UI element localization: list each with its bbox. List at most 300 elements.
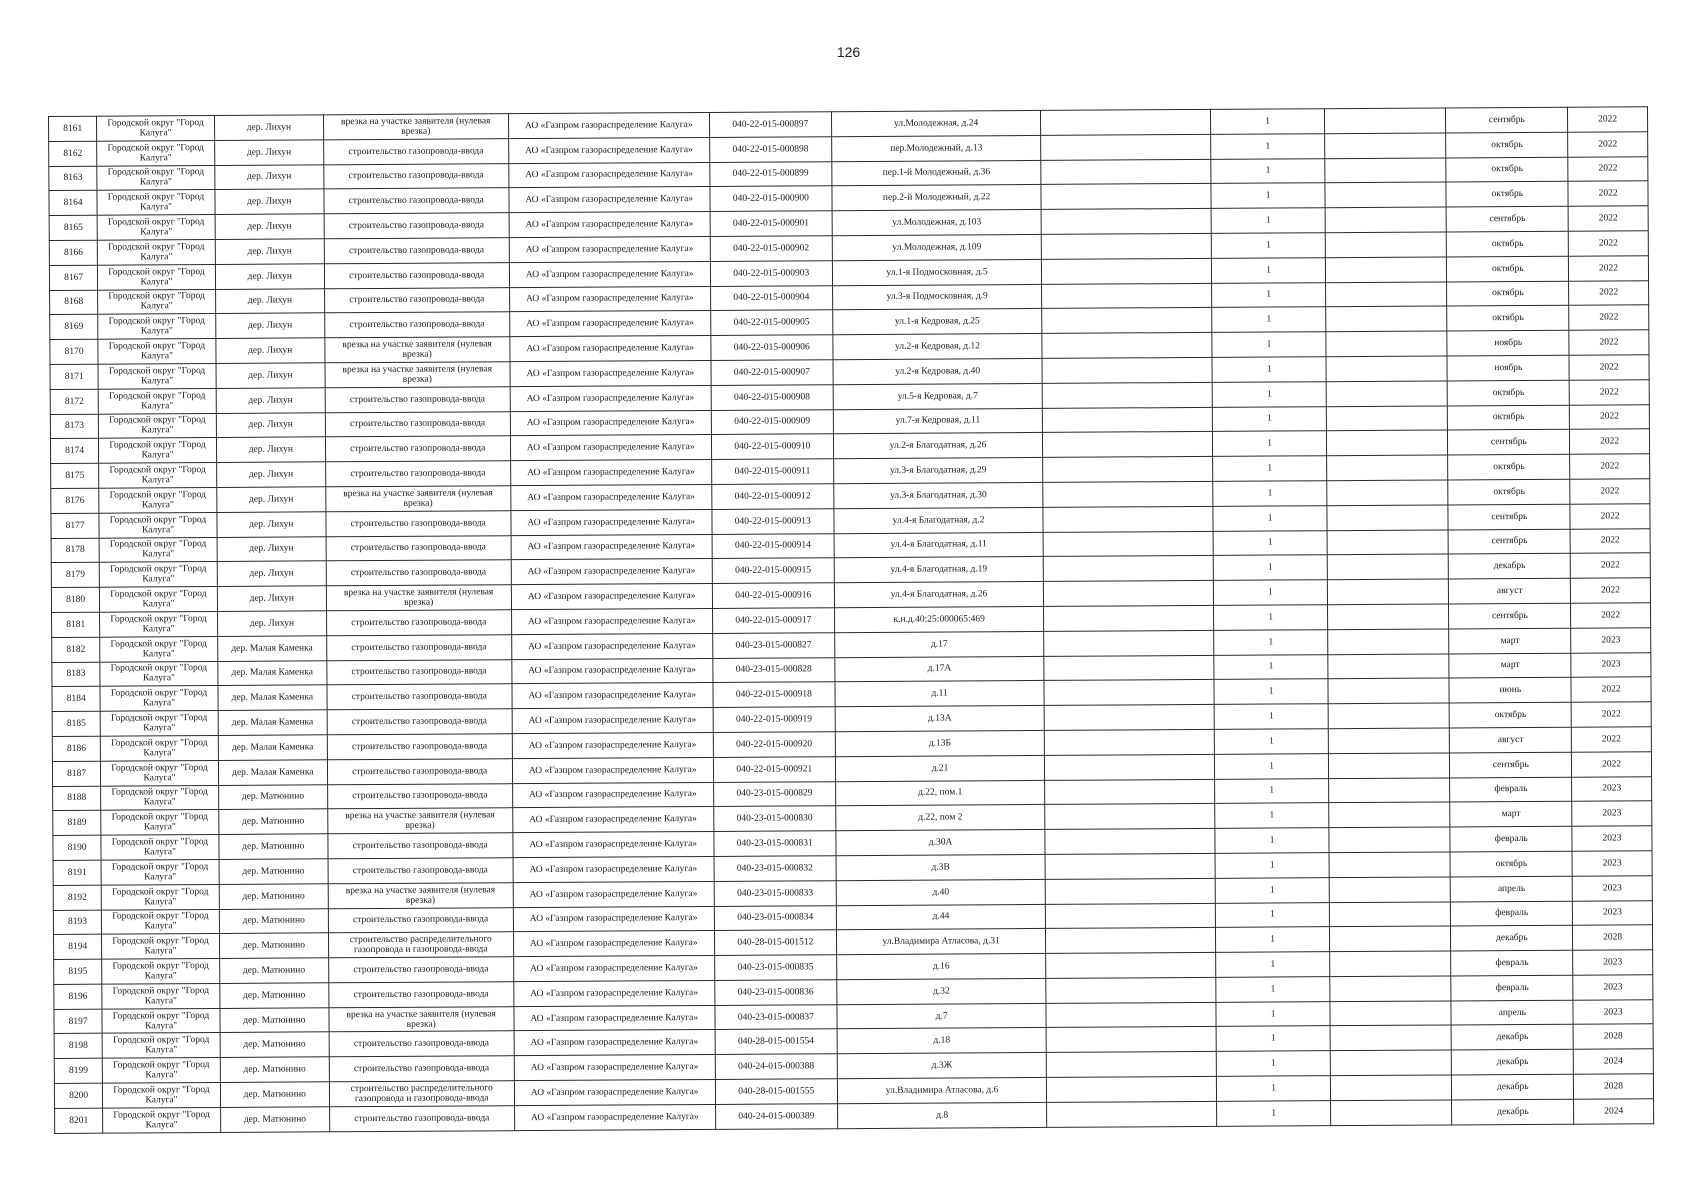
empty-cell	[1042, 308, 1212, 334]
work-type-cell: строительство газопровода-ввода	[327, 634, 512, 660]
district-cell: Городской округ "Город Калуга"	[97, 140, 215, 166]
work-type-cell: строительство газопровода-ввода	[325, 436, 510, 462]
quantity-cell: 1	[1215, 778, 1328, 803]
organization-cell: АО «Газпром газораспределение Калуга»	[512, 807, 714, 833]
address-cell: д.22, пом 2	[835, 805, 1045, 831]
village-cell: дер. Матюнино	[220, 983, 329, 1008]
empty-cell	[1324, 108, 1446, 134]
code-cell: 040-23-015-000837	[715, 1004, 837, 1030]
district-cell: Городской округ "Город Калуга"	[101, 785, 219, 811]
work-type-cell: строительство газопровода-ввода	[327, 734, 512, 760]
work-type-cell: строительство газопровода-ввода	[327, 684, 512, 710]
year-cell: 2024	[1574, 1099, 1654, 1124]
code-cell: 040-24-015-000388	[715, 1054, 837, 1080]
work-type-cell: врезка на участке заявителя (нулевая врезка)	[329, 1006, 514, 1032]
work-type-cell: врезка на участке заявителя (нулевая врезка)	[326, 585, 511, 611]
row-number: 8193	[53, 910, 101, 935]
quantity-cell: 1	[1212, 282, 1325, 307]
empty-cell	[1044, 556, 1214, 582]
empty-cell	[1047, 1076, 1217, 1102]
empty-cell	[1046, 928, 1216, 954]
row-number: 8195	[54, 959, 102, 984]
organization-cell: АО «Газпром газораспределение Калуга»	[509, 311, 711, 337]
row-number: 8200	[54, 1083, 102, 1108]
empty-cell	[1043, 432, 1213, 458]
month-cell: сентябрь	[1450, 752, 1572, 778]
village-cell: дер. Лихун	[215, 239, 324, 264]
district-cell: Городской округ "Город Калуга"	[98, 314, 216, 340]
address-cell: д.40	[836, 879, 1046, 905]
code-cell: 040-22-015-000913	[712, 508, 834, 534]
code-cell: 040-23-015-000831	[714, 831, 836, 857]
organization-cell: АО «Газпром газораспределение Калуга»	[509, 212, 711, 238]
month-cell: октябрь	[1448, 454, 1570, 480]
quantity-cell: 1	[1216, 927, 1329, 952]
empty-cell	[1327, 554, 1449, 580]
quantity-cell: 1	[1214, 555, 1327, 580]
organization-cell: АО «Газпром газораспределение Калуга»	[512, 732, 714, 758]
code-cell: 040-22-015-000903	[710, 260, 832, 286]
code-cell: 040-22-015-000918	[713, 682, 835, 708]
row-number: 8174	[50, 439, 98, 464]
empty-cell	[1325, 282, 1447, 308]
empty-cell	[1044, 581, 1214, 607]
quantity-cell: 1	[1215, 753, 1328, 778]
year-cell: 2023	[1571, 627, 1651, 652]
code-cell: 040-23-015-000830	[714, 806, 836, 832]
year-cell: 2022	[1568, 206, 1648, 231]
quantity-cell: 1	[1217, 1051, 1330, 1076]
village-cell: дер. Матюнино	[219, 908, 328, 933]
code-cell: 040-22-015-000899	[710, 161, 832, 187]
address-cell: д.17А	[834, 656, 1044, 682]
row-number: 8166	[49, 240, 97, 265]
address-cell: ул.2-я Кедровая, д.40	[833, 358, 1043, 384]
district-cell: Городской округ "Город Калуга"	[101, 859, 219, 885]
code-cell: 040-22-015-000908	[711, 384, 833, 410]
empty-cell	[1042, 233, 1212, 259]
month-cell: сентябрь	[1449, 603, 1571, 629]
empty-cell	[1330, 976, 1452, 1002]
quantity-cell: 1	[1215, 729, 1328, 754]
year-cell: 2028	[1574, 1074, 1654, 1099]
quantity-cell: 1	[1216, 902, 1329, 927]
gas-connection-table	[48, 106, 1654, 1133]
empty-cell	[1327, 529, 1449, 555]
village-cell: дер. Матюнино	[220, 1107, 329, 1132]
work-type-cell: врезка на участке заявителя (нулевая врезка)	[325, 362, 510, 388]
code-cell: 040-24-015-000389	[716, 1104, 838, 1130]
month-cell: октябрь	[1446, 182, 1568, 208]
district-cell: Городской округ "Город Калуга"	[98, 289, 216, 315]
organization-cell: АО «Газпром газораспределение Калуга»	[513, 881, 715, 907]
village-cell: дер. Лихун	[215, 189, 324, 214]
district-cell: Городской округ "Город Калуга"	[103, 1058, 221, 1084]
work-type-cell: строительство газопровода-ввода	[325, 386, 510, 412]
month-cell: октябрь	[1447, 231, 1569, 257]
month-cell: февраль	[1450, 777, 1572, 803]
district-cell: Городской округ "Город Калуга"	[98, 363, 216, 389]
row-number: 8189	[53, 811, 101, 836]
month-cell: декабрь	[1452, 1049, 1574, 1075]
year-cell: 2023	[1572, 900, 1652, 925]
work-type-cell: строительство газопровода-ввода	[324, 138, 509, 164]
empty-cell	[1041, 109, 1211, 135]
district-cell: Городской округ "Город Калуга"	[103, 1083, 221, 1109]
empty-cell	[1328, 678, 1450, 704]
empty-cell	[1330, 1025, 1452, 1051]
code-cell: 040-22-015-000906	[711, 335, 833, 361]
address-cell: д.13Б	[835, 730, 1045, 756]
village-cell: дер. Матюнино	[218, 809, 327, 834]
empty-cell	[1328, 653, 1450, 679]
table-body	[49, 107, 1654, 1133]
empty-cell	[1044, 605, 1214, 631]
month-cell: сентябрь	[1449, 529, 1571, 555]
code-cell: 040-28-015-001554	[715, 1029, 837, 1055]
village-cell: дер. Матюнино	[219, 834, 328, 859]
address-cell: ул.3-я Благодатная, д.29	[833, 458, 1043, 484]
quantity-cell: 1	[1214, 654, 1327, 679]
quantity-cell: 1	[1216, 877, 1329, 902]
village-cell: дер. Матюнино	[220, 1082, 329, 1107]
work-type-cell: строительство газопровода-ввода	[325, 461, 510, 487]
year-cell: 2022	[1569, 305, 1649, 330]
work-type-cell: врезка на участке заявителя (нулевая врезка)	[328, 808, 513, 834]
row-number: 8186	[52, 736, 100, 761]
address-cell: д.11	[835, 681, 1045, 707]
month-cell: октябрь	[1450, 702, 1572, 728]
year-cell: 2022	[1570, 479, 1650, 504]
year-cell: 2023	[1572, 776, 1652, 801]
code-cell: 040-22-015-000901	[710, 211, 832, 237]
address-cell: д.32	[836, 978, 1046, 1004]
quantity-cell: 1	[1216, 952, 1329, 977]
year-cell: 2028	[1573, 1024, 1653, 1049]
work-type-cell: строительство газопровода-ввода	[326, 510, 511, 536]
district-cell: Городской округ "Город Калуга"	[97, 190, 215, 216]
work-type-cell: строительство газопровода-ввода	[329, 1031, 514, 1057]
year-cell: 2022	[1570, 528, 1650, 553]
empty-cell	[1329, 926, 1451, 952]
empty-cell	[1043, 506, 1213, 532]
district-cell: Городской округ "Город Калуга"	[98, 388, 216, 414]
address-cell: ул.1-я Подмосковная, д.5	[832, 259, 1042, 285]
code-cell: 040-23-015-000836	[715, 980, 837, 1006]
work-type-cell: строительство газопровода-ввода	[327, 659, 512, 685]
month-cell: декабрь	[1452, 1099, 1574, 1125]
organization-cell: АО «Газпром газораспределение Калуга»	[510, 435, 712, 461]
year-cell: 2028	[1573, 925, 1653, 950]
organization-cell: АО «Газпром газораспределение Калуга»	[508, 187, 710, 213]
work-type-cell: строительство газопровода-ввода	[327, 709, 512, 735]
quantity-cell: 1	[1212, 332, 1325, 357]
code-cell: 040-22-015-000897	[709, 112, 831, 138]
empty-cell	[1047, 1101, 1217, 1127]
empty-cell	[1325, 257, 1447, 283]
code-cell: 040-22-015-000909	[711, 409, 833, 435]
empty-cell	[1326, 381, 1448, 407]
year-cell: 2023	[1572, 875, 1652, 900]
empty-cell	[1327, 480, 1449, 506]
row-number: 8198	[54, 1034, 102, 1059]
month-cell: октябрь	[1447, 281, 1569, 307]
district-cell: Городской округ "Город Калуга"	[100, 686, 218, 712]
year-cell: 2022	[1568, 107, 1648, 132]
empty-cell	[1043, 407, 1213, 433]
organization-cell: АО «Газпром газораспределение Калуга»	[514, 1080, 716, 1106]
month-cell: октябрь	[1446, 157, 1568, 183]
empty-cell	[1330, 1050, 1452, 1076]
row-number: 8177	[51, 513, 99, 538]
organization-cell: АО «Газпром газораспределение Калуга»	[509, 286, 711, 312]
district-cell: Городской округ "Город Калуга"	[100, 661, 218, 687]
year-cell: 2022	[1571, 677, 1651, 702]
address-cell: ул.5-я Кедровая, д.7	[833, 383, 1043, 409]
empty-cell	[1325, 232, 1447, 258]
address-cell: ул.3-я Подмосковная, д.9	[832, 284, 1042, 310]
year-cell: 2022	[1570, 503, 1650, 528]
row-number: 8196	[54, 984, 102, 1009]
empty-cell	[1042, 258, 1212, 284]
address-cell: пер.Молодежный, д.13	[831, 135, 1041, 161]
empty-cell	[1044, 531, 1214, 557]
work-type-cell: строительство газопровода-ввода	[326, 535, 511, 561]
quantity-cell: 1	[1211, 158, 1324, 183]
district-cell: Городской округ "Город Калуга"	[98, 239, 216, 265]
address-cell: д.17	[834, 631, 1044, 657]
organization-cell: АО «Газпром газораспределение Калуга»	[512, 708, 714, 734]
month-cell: февраль	[1451, 901, 1573, 927]
code-cell: 040-28-015-001555	[715, 1079, 837, 1105]
year-cell: 2022	[1569, 256, 1649, 281]
empty-cell	[1328, 728, 1450, 754]
month-cell: декабрь	[1451, 925, 1573, 951]
organization-cell: АО «Газпром газораспределение Калуга»	[512, 832, 714, 858]
empty-cell	[1326, 356, 1448, 382]
work-type-cell: строительство газопровода-ввода	[328, 907, 513, 933]
year-cell: 2022	[1569, 355, 1649, 380]
empty-cell	[1327, 629, 1449, 655]
organization-cell: АО «Газпром газораспределение Калуга»	[514, 1055, 716, 1081]
empty-cell	[1043, 481, 1213, 507]
empty-cell	[1325, 182, 1447, 208]
quantity-cell: 1	[1211, 134, 1324, 159]
village-cell: дер. Матюнино	[220, 1057, 329, 1082]
village-cell: дер. Малая Каменка	[218, 760, 327, 785]
organization-cell: АО «Газпром газораспределение Калуга»	[511, 658, 713, 684]
quantity-cell: 1	[1216, 1001, 1329, 1026]
month-cell: октябрь	[1450, 851, 1572, 877]
row-number: 8178	[51, 538, 99, 563]
row-number: 8176	[51, 488, 99, 513]
organization-cell: АО «Газпром газораспределение Калуга»	[514, 1104, 716, 1130]
work-type-cell: врезка на участке заявителя (нулевая врезка)	[326, 486, 511, 512]
organization-cell: АО «Газпром газораспределение Калуга»	[510, 385, 712, 411]
empty-cell	[1329, 901, 1451, 927]
year-cell: 2023	[1573, 950, 1653, 975]
village-cell: дер. Лихун	[215, 288, 324, 313]
empty-cell	[1330, 1001, 1452, 1027]
quantity-cell: 1	[1211, 183, 1324, 208]
empty-cell	[1043, 457, 1213, 483]
district-cell: Городской округ "Город Калуга"	[101, 735, 219, 761]
district-cell: Городской округ "Город Калуга"	[99, 413, 217, 439]
quantity-cell: 1	[1213, 505, 1326, 530]
code-cell: 040-23-015-000827	[713, 632, 835, 658]
code-cell: 040-22-015-000907	[711, 360, 833, 386]
address-cell: ул.2-я Благодатная, д.26	[833, 433, 1043, 459]
code-cell: 040-22-015-000902	[710, 236, 832, 262]
empty-cell	[1045, 754, 1215, 780]
code-cell: 040-23-015-000828	[713, 657, 835, 683]
month-cell: март	[1450, 802, 1572, 828]
row-number: 8191	[53, 860, 101, 885]
month-cell: февраль	[1451, 950, 1573, 976]
quantity-cell: 1	[1215, 828, 1328, 853]
month-cell: октябрь	[1448, 380, 1570, 406]
village-cell: дер. Лихун	[216, 388, 325, 413]
work-type-cell: строительство газопровода-ввода	[324, 163, 509, 189]
village-cell: дер. Лихун	[215, 164, 324, 189]
row-number: 8167	[49, 265, 97, 290]
village-cell: дер. Малая Каменка	[218, 735, 327, 760]
month-cell: апрель	[1451, 876, 1573, 902]
year-cell: 2022	[1571, 702, 1651, 727]
quantity-cell: 1	[1212, 208, 1325, 233]
empty-cell	[1045, 705, 1215, 731]
table-container	[48, 106, 1654, 1133]
year-cell: 2022	[1568, 132, 1648, 157]
address-cell: к.н.д.40:25:000065:469	[834, 606, 1044, 632]
year-cell: 2022	[1571, 578, 1651, 603]
month-cell: декабрь	[1449, 554, 1571, 580]
empty-cell	[1325, 306, 1447, 332]
district-cell: Городской округ "Город Калуга"	[101, 835, 219, 861]
work-type-cell: строительство газопровода-ввода	[329, 1056, 514, 1082]
year-cell: 2022	[1569, 379, 1649, 404]
empty-cell	[1326, 331, 1448, 357]
work-type-cell: строительство газопровода-ввода	[328, 858, 513, 884]
address-cell: д.3В	[836, 854, 1046, 880]
organization-cell: АО «Газпром газораспределение Калуга»	[511, 683, 713, 709]
code-cell: 040-22-015-000910	[711, 434, 833, 460]
organization-cell: АО «Газпром газораспределение Калуга»	[510, 509, 712, 535]
empty-cell	[1045, 828, 1215, 854]
district-cell: Городской округ "Город Калуга"	[102, 1008, 220, 1034]
village-cell: дер. Лихун	[217, 586, 326, 611]
year-cell: 2023	[1572, 851, 1652, 876]
code-cell: 040-23-015-000832	[714, 856, 836, 882]
empty-cell	[1045, 804, 1215, 830]
quantity-cell: 1	[1215, 704, 1328, 729]
month-cell: октябрь	[1448, 405, 1570, 431]
month-cell: апрель	[1451, 1000, 1573, 1026]
district-cell: Городской округ "Город Калуга"	[100, 636, 218, 662]
quantity-cell: 1	[1214, 629, 1327, 654]
district-cell: Городской округ "Город Калуга"	[101, 760, 219, 786]
quantity-cell: 1	[1217, 1076, 1330, 1101]
address-cell: д.7	[837, 1003, 1047, 1029]
row-number: 8183	[52, 662, 100, 687]
village-cell: дер. Лихун	[215, 264, 324, 289]
year-cell: 2023	[1571, 652, 1651, 677]
village-cell: дер. Лихун	[214, 115, 323, 140]
code-cell: 040-23-015-000829	[714, 781, 836, 807]
address-cell: ул.2-я Кедровая, д.12	[833, 334, 1043, 360]
village-cell: дер. Матюнино	[219, 933, 328, 958]
year-cell: 2022	[1572, 751, 1652, 776]
address-cell: ул.4-я Благодатная, д.11	[834, 532, 1044, 558]
row-number: 8180	[51, 587, 99, 612]
month-cell: сентябрь	[1447, 206, 1569, 232]
row-number: 8184	[52, 687, 100, 712]
address-cell: ул.1-я Кедровая, д.25	[832, 309, 1042, 335]
village-cell: дер. Малая Каменка	[217, 636, 326, 661]
village-cell: дер. Матюнино	[220, 1032, 329, 1057]
address-cell: ул.Владимира Атласова, д.31	[836, 929, 1046, 955]
month-cell: сентябрь	[1448, 430, 1570, 456]
code-cell: 040-22-015-000919	[713, 707, 835, 733]
address-cell: пер.1-й Молодежный, д.36	[831, 160, 1041, 186]
empty-cell	[1043, 382, 1213, 408]
work-type-cell: строительство газопровода-ввода	[327, 783, 512, 809]
district-cell: Городской округ "Город Калуга"	[99, 438, 217, 464]
district-cell: Городской округ "Город Калуга"	[102, 983, 220, 1009]
address-cell: ул.4-я Благодатная, д.26	[834, 582, 1044, 608]
district-cell: Городской округ "Город Калуга"	[99, 487, 217, 513]
month-cell: март	[1449, 628, 1571, 654]
row-number: 8175	[51, 463, 99, 488]
empty-cell	[1045, 729, 1215, 755]
address-cell: д.16	[836, 954, 1046, 980]
empty-cell	[1046, 977, 1216, 1003]
year-cell: 2022	[1569, 404, 1649, 429]
village-cell: дер. Лихун	[216, 437, 325, 462]
month-cell: декабрь	[1452, 1025, 1574, 1051]
empty-cell	[1042, 333, 1212, 359]
organization-cell: АО «Газпром газораспределение Калуга»	[513, 856, 715, 882]
organization-cell: АО «Газпром газораспределение Калуга»	[510, 460, 712, 486]
address-cell: д.18	[837, 1028, 1047, 1054]
empty-cell	[1046, 1002, 1216, 1028]
village-cell: дер. Малая Каменка	[218, 710, 327, 735]
year-cell: 2023	[1572, 826, 1652, 851]
empty-cell	[1327, 505, 1449, 531]
organization-cell: АО «Газпром газораспределение Калуга»	[510, 484, 712, 510]
empty-cell	[1327, 579, 1449, 605]
empty-cell	[1328, 777, 1450, 803]
district-cell: Городской округ "Город Калуга"	[97, 165, 215, 191]
code-cell: 040-22-015-000915	[712, 558, 834, 584]
district-cell: Городской округ "Город Калуга"	[97, 115, 215, 141]
quantity-cell: 1	[1214, 530, 1327, 555]
empty-cell	[1326, 430, 1448, 456]
row-number: 8187	[52, 761, 100, 786]
district-cell: Городской округ "Город Калуга"	[98, 264, 216, 290]
organization-cell: АО «Газпром газораспределение Калуга»	[511, 534, 713, 560]
empty-cell	[1044, 630, 1214, 656]
empty-cell	[1330, 1075, 1452, 1101]
row-number: 8169	[50, 315, 98, 340]
village-cell: дер. Лихун	[214, 140, 323, 165]
district-cell: Городской округ "Город Калуга"	[102, 1033, 220, 1059]
district-cell: Городской округ "Город Калуга"	[101, 810, 219, 836]
address-cell: д.8	[837, 1102, 1047, 1128]
code-cell: 040-22-015-000912	[712, 484, 834, 510]
empty-cell	[1044, 655, 1214, 681]
row-number: 8173	[50, 414, 98, 439]
